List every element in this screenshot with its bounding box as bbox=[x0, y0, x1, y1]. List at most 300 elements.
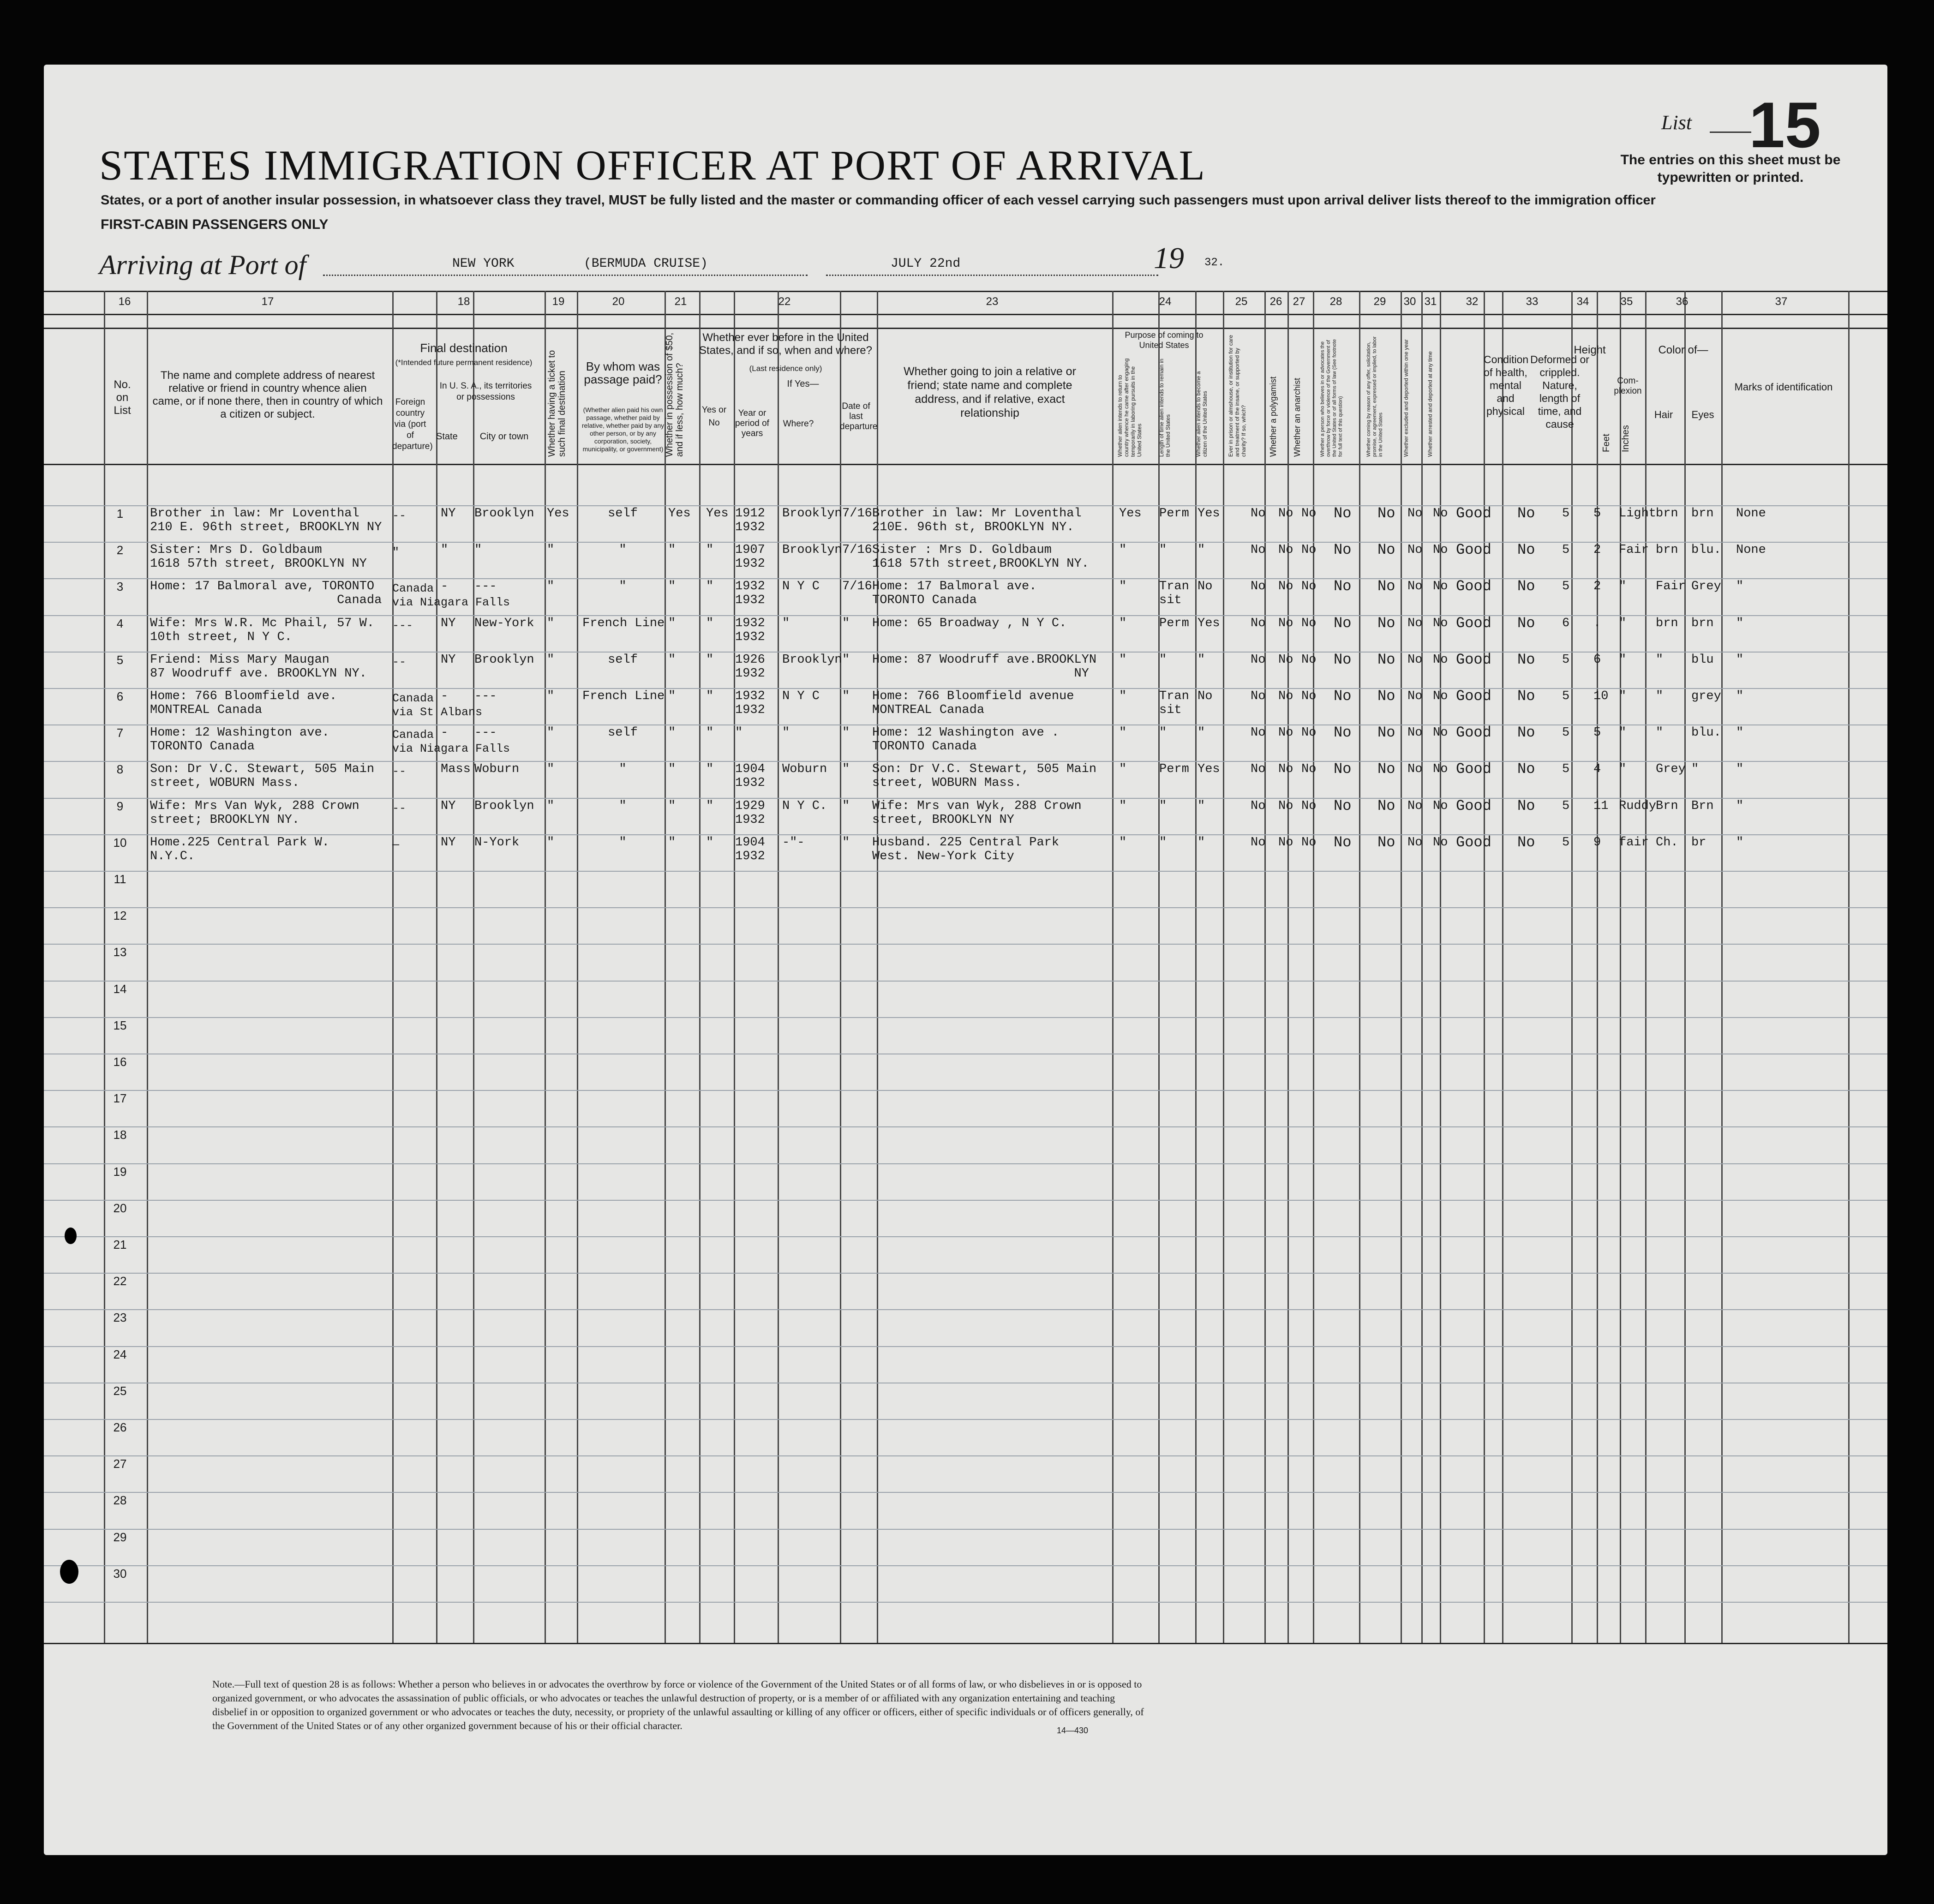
column-number: 29 bbox=[1373, 295, 1386, 308]
cell-health: Good bbox=[1456, 614, 1491, 632]
column-divider bbox=[577, 291, 578, 1643]
ruled-line bbox=[44, 688, 1887, 689]
hdr-deformed: Deformed or crippled. Nature, length of time, and cause bbox=[1530, 353, 1589, 430]
ruled-line bbox=[44, 1090, 1887, 1091]
cell-state: - bbox=[441, 580, 449, 594]
cell-where: N Y C. bbox=[782, 799, 827, 813]
cell-date: " bbox=[842, 616, 850, 630]
cell-prison: No bbox=[1251, 762, 1266, 777]
cell-inches: 9 bbox=[1593, 835, 1601, 850]
ruled-line bbox=[44, 1602, 1887, 1603]
cell-join-relative: Son: Dr V.C. Stewart, 505 Main street, WOBURN Mass. bbox=[872, 762, 1097, 790]
cell-inches: . bbox=[1593, 616, 1601, 630]
cell-money: " bbox=[668, 799, 676, 813]
ruled-line bbox=[44, 542, 1887, 543]
cell-city: Brooklyn bbox=[474, 653, 534, 667]
column-divider bbox=[473, 291, 474, 1643]
cell-prison: No bbox=[1251, 580, 1266, 594]
cell-labor-offer: No bbox=[1377, 578, 1395, 595]
row-number: 1 bbox=[116, 507, 124, 521]
footnote: Note.—Full text of question 28 is as follows: Whether a person who believes in or advocates the overthrow by force or violence of the Government of the United States or of all forms of law, or who disbelieves in or is opposed to organized government, or who advocates the assassination of public officials, or who advocates or teaches the unlawful destruction of property, or is a member of or affiliated with any organization entertaining and teaching disbelief in or opposition to organized government or who advocates or teaches the duty, necessity, or propriety of the unlawful assaulting or killing of any officer or officers, either of specific individuals or of officers generally, of the Government of the United States or of any other organized government because of his or their official character. bbox=[212, 1678, 1144, 1731]
cell-deported: No bbox=[1433, 580, 1448, 594]
cell-money: " bbox=[668, 543, 676, 557]
ruled-line bbox=[44, 1492, 1887, 1493]
row-number: 8 bbox=[116, 762, 124, 777]
cell-prison: No bbox=[1251, 616, 1266, 630]
hdr-ever-before: Whether ever before in the United States, and if so, when and where? bbox=[699, 331, 872, 357]
hdr-where: Where? bbox=[783, 419, 814, 429]
cell-hair: Brn bbox=[1656, 799, 1678, 813]
cell-join-relative: Home: 766 Bloomfield avenue MONTREAL Canada bbox=[872, 689, 1074, 717]
date-value: JULY 22nd bbox=[891, 257, 961, 271]
cell-health: Good bbox=[1456, 688, 1491, 705]
cell-where: " bbox=[782, 726, 790, 740]
cell-excluded: No bbox=[1407, 507, 1423, 521]
cell-complexion: " bbox=[1619, 616, 1627, 630]
cell-deformed: No bbox=[1517, 724, 1535, 742]
hdr-height: Height bbox=[1574, 344, 1606, 356]
ruled-line bbox=[44, 1419, 1887, 1420]
column-divider bbox=[1223, 291, 1224, 1643]
cell-prison: No bbox=[1251, 543, 1266, 557]
row-number: 26 bbox=[113, 1420, 127, 1434]
cell-date: 7/16 bbox=[842, 580, 872, 594]
cell-date: " bbox=[842, 726, 850, 740]
cell-relative: Home: 766 Bloomfield ave. MONTREAL Canada bbox=[150, 689, 337, 717]
cell-health: Good bbox=[1456, 505, 1491, 522]
cell-eyes: br bbox=[1691, 835, 1706, 850]
cell-polygamist: No bbox=[1278, 653, 1293, 667]
cell-deformed: No bbox=[1517, 760, 1535, 778]
cell-eyes: blu. bbox=[1691, 726, 1721, 740]
ruled-line bbox=[44, 981, 1887, 982]
column-divider bbox=[1571, 291, 1573, 1643]
cell-ever-before: " bbox=[706, 616, 714, 630]
cell-passage-paid: self bbox=[608, 507, 638, 521]
ruled-line bbox=[44, 1346, 1887, 1347]
cell-feet: 5 bbox=[1562, 762, 1570, 777]
row-number: 30 bbox=[113, 1566, 127, 1581]
cell-city: --- bbox=[474, 580, 497, 594]
hdr-ticket: Whether having a ticket to such final destination bbox=[547, 350, 567, 457]
column-divider bbox=[1721, 291, 1723, 1643]
cell-deformed: No bbox=[1517, 614, 1535, 632]
cell-inches: 5 bbox=[1593, 507, 1601, 521]
column-number: 33 bbox=[1526, 295, 1539, 308]
manifest-sheet bbox=[44, 65, 1887, 1855]
cell-marks: " bbox=[1736, 616, 1744, 630]
cell-polygamist: No bbox=[1278, 799, 1293, 813]
cell-ticket: " bbox=[547, 616, 555, 630]
cell-purpose-return: " bbox=[1119, 762, 1127, 777]
row-number: 16 bbox=[113, 1055, 127, 1069]
cell-complexion: Light bbox=[1619, 507, 1657, 521]
cell-year: 1912 1932 bbox=[735, 507, 765, 534]
header-rule bbox=[44, 328, 1887, 329]
column-divider bbox=[1195, 291, 1197, 1643]
cell-overthrow: No bbox=[1334, 797, 1352, 814]
cell-feet: 5 bbox=[1562, 543, 1570, 557]
cell-overthrow: No bbox=[1334, 614, 1352, 632]
hdr-complexion: Com- plexion bbox=[1614, 376, 1642, 396]
cell-relative: Son: Dr V.C. Stewart, 505 Main street, WOBURN Mass. bbox=[150, 762, 375, 790]
cell-ticket: " bbox=[547, 726, 555, 740]
cell-complexion: " bbox=[1619, 762, 1627, 777]
cell-anarchist: No bbox=[1301, 616, 1317, 630]
cell-excluded: No bbox=[1407, 762, 1423, 777]
cell-ever-before: " bbox=[706, 580, 714, 594]
hdr-excluded: Whether excluded and deported within one year bbox=[1403, 339, 1409, 457]
cell-eyes: Grey bbox=[1691, 580, 1721, 594]
cell-hair: brn bbox=[1656, 543, 1678, 557]
column-divider bbox=[778, 291, 779, 1643]
column-number: 28 bbox=[1329, 295, 1342, 308]
cell-deformed: No bbox=[1517, 833, 1535, 851]
cell-join-relative: Home: 87 Woodruff ave.BROOKLYN NY bbox=[872, 653, 1097, 681]
cell-city: Woburn bbox=[474, 762, 520, 777]
cell-eyes: blu. bbox=[1691, 543, 1721, 557]
column-number: 24 bbox=[1159, 295, 1172, 308]
ruled-line bbox=[44, 1126, 1887, 1127]
cell-health: Good bbox=[1456, 760, 1491, 778]
cell-state: NY bbox=[441, 653, 456, 667]
cell-year: 1932 1932 bbox=[735, 580, 765, 608]
cell-foreign-country: --- bbox=[392, 618, 413, 632]
ruled-line bbox=[44, 1200, 1887, 1201]
cell-where: N Y C bbox=[782, 689, 820, 703]
ruled-line bbox=[44, 1017, 1887, 1018]
column-number: 20 bbox=[612, 295, 625, 308]
cell-city: --- bbox=[474, 689, 497, 703]
cell-labor-offer: No bbox=[1377, 833, 1395, 851]
ruled-line bbox=[44, 578, 1887, 579]
cell-excluded: No bbox=[1407, 689, 1423, 703]
hdr-ever-before-note: (Last residence only) bbox=[749, 364, 822, 373]
cell-state: - bbox=[441, 726, 449, 740]
cell-anarchist: No bbox=[1301, 726, 1317, 740]
cell-date: " bbox=[842, 762, 850, 777]
cell-eyes: brn bbox=[1691, 507, 1714, 521]
cell-feet: 5 bbox=[1562, 653, 1570, 667]
cell-labor-offer: No bbox=[1377, 614, 1395, 632]
hdr-city: City or town bbox=[479, 431, 529, 442]
cell-health: Good bbox=[1456, 541, 1491, 559]
cell-purpose-citizen: " bbox=[1198, 726, 1205, 740]
hdr-join-relative: Whether going to join a relative or friend; state name and complete address, and if relative, exact relationship bbox=[904, 365, 1076, 419]
hdr-state: State bbox=[436, 431, 458, 442]
cell-complexion: fair bbox=[1619, 835, 1649, 850]
cell-marks: None bbox=[1736, 543, 1766, 557]
row-number: 7 bbox=[116, 726, 124, 740]
hdr-final-destination-note: (*Intended future permanent residence) bbox=[395, 358, 533, 367]
cell-purpose-return: " bbox=[1119, 799, 1127, 813]
column-number: 35 bbox=[1620, 295, 1633, 308]
cell-purpose-citizen: Yes bbox=[1198, 616, 1220, 630]
cell-where: -"- bbox=[782, 835, 805, 850]
cell-polygamist: No bbox=[1278, 835, 1293, 850]
cell-ticket: Yes bbox=[547, 507, 569, 521]
cell-purpose-length: " bbox=[1159, 835, 1167, 850]
cell-excluded: No bbox=[1407, 616, 1423, 630]
cell-eyes: " bbox=[1691, 762, 1699, 777]
hdr-health: Condition of health, mental and physical bbox=[1484, 353, 1529, 417]
ruled-line bbox=[44, 1455, 1887, 1456]
year-prefix: 19 bbox=[1154, 241, 1184, 275]
cell-polygamist: No bbox=[1278, 726, 1293, 740]
cell-money: " bbox=[668, 689, 676, 703]
column-divider bbox=[1684, 291, 1686, 1643]
cell-join-relative: Brother in law: Mr Loventhal 210E. 96th st, BROOKLYN NY. bbox=[872, 507, 1082, 534]
binder-hole bbox=[60, 1560, 78, 1584]
column-divider bbox=[1440, 291, 1441, 1643]
cell-purpose-citizen: Yes bbox=[1198, 762, 1220, 777]
cell-purpose-citizen: No bbox=[1198, 689, 1213, 703]
cell-polygamist: No bbox=[1278, 616, 1293, 630]
hdr-year: Year or period of years bbox=[735, 408, 769, 438]
cell-money: " bbox=[668, 580, 676, 594]
row-number: 17 bbox=[113, 1091, 127, 1106]
cell-purpose-length: Tran sit bbox=[1159, 689, 1189, 717]
cell-purpose-citizen: " bbox=[1198, 653, 1205, 667]
row-number: 15 bbox=[113, 1018, 127, 1032]
ruled-line bbox=[44, 652, 1887, 653]
cell-purpose-citizen: " bbox=[1198, 835, 1205, 850]
cell-anarchist: No bbox=[1301, 653, 1317, 667]
cell-passage-paid: " bbox=[619, 543, 627, 557]
hdr-relative: The name and complete address of nearest relative or friend in country whence alien came, or if none there, then in country of which a citizen or subject. bbox=[152, 369, 383, 420]
cell-deformed: No bbox=[1517, 688, 1535, 705]
instructions-line: States, or a port of another insular possession, in whatsoever class they travel, MUST be fully listed and the master or commanding officer of each vessel carrying such passengers must upon arrival deliver lists thereof to the immigration officer bbox=[101, 193, 1656, 208]
cell-ticket: " bbox=[547, 543, 555, 557]
cell-state: NY bbox=[441, 507, 456, 521]
cell-ever-before: " bbox=[706, 835, 714, 850]
cell-where: N Y C bbox=[782, 580, 820, 594]
cell-year: 1932 1932 bbox=[735, 689, 765, 717]
hdr-passage-paid-note: (Whether alien paid his own passage, whether paid by relative, whether paid by any other person, or by any corporation, society, municipality, or government) bbox=[581, 406, 665, 453]
hdr-foreign-country: Foreign country via (port of departure) bbox=[392, 397, 433, 451]
form-number: 14—430 bbox=[1057, 1726, 1089, 1735]
cell-purpose-return: " bbox=[1119, 580, 1127, 594]
row-number: 13 bbox=[113, 945, 127, 959]
cell-state: NY bbox=[441, 616, 456, 630]
cell-deported: No bbox=[1433, 835, 1448, 850]
cell-city: Brooklyn bbox=[474, 507, 534, 521]
ruled-line bbox=[44, 1236, 1887, 1237]
column-divider bbox=[1158, 291, 1160, 1643]
hdr-feet: Feet bbox=[1601, 433, 1611, 452]
cell-year: " bbox=[735, 726, 743, 740]
column-divider bbox=[1401, 291, 1402, 1643]
cell-complexion: Ruddy bbox=[1619, 799, 1657, 813]
row-number: 3 bbox=[116, 580, 124, 594]
row-number: 5 bbox=[116, 653, 124, 667]
cell-feet: 5 bbox=[1562, 580, 1570, 594]
cell-ever-before: " bbox=[706, 689, 714, 703]
hdr-in-usa: In U. S. A., its territories or possessions bbox=[439, 381, 532, 402]
column-divider bbox=[1502, 291, 1503, 1643]
cell-ticket: " bbox=[547, 799, 555, 813]
cell-relative: Home: 17 Balmoral ave, TORONTO Canada bbox=[150, 580, 382, 608]
cell-money: Yes bbox=[668, 507, 691, 521]
ruled-line bbox=[44, 724, 1887, 725]
cell-hair: " bbox=[1656, 726, 1664, 740]
column-divider bbox=[104, 291, 105, 1643]
hdr-deported: Whether arrested and deported at any time bbox=[1427, 351, 1433, 457]
cell-health: Good bbox=[1456, 724, 1491, 742]
hdr-marks: Marks of identification bbox=[1734, 381, 1833, 393]
ruled-line bbox=[44, 798, 1887, 799]
column-divider bbox=[392, 291, 394, 1643]
cell-relative: Home.225 Central Park W. N.Y.C. bbox=[150, 835, 329, 863]
column-number: 30 bbox=[1403, 295, 1416, 308]
column-divider bbox=[1620, 291, 1621, 1643]
cell-purpose-length: Perm bbox=[1159, 616, 1189, 630]
row-number: 18 bbox=[113, 1128, 127, 1142]
cell-passage-paid: " bbox=[619, 799, 627, 813]
cell-marks: " bbox=[1736, 653, 1744, 667]
cell-year: 1929 1932 bbox=[735, 799, 765, 827]
column-divider bbox=[840, 291, 841, 1643]
cell-deformed: No bbox=[1517, 541, 1535, 559]
cell-purpose-citizen: " bbox=[1198, 543, 1205, 557]
cell-purpose-length: Tran sit bbox=[1159, 580, 1189, 608]
cell-prison: No bbox=[1251, 726, 1266, 740]
cell-overthrow: No bbox=[1334, 833, 1352, 851]
cell-eyes: Brn bbox=[1691, 799, 1714, 813]
row-number: 20 bbox=[113, 1201, 127, 1215]
cell-where: Brooklyn bbox=[782, 543, 842, 557]
hdr-anarchist: Whether an anarchist bbox=[1293, 377, 1302, 457]
ruled-line bbox=[44, 907, 1887, 908]
port-value: NEW YORK bbox=[452, 257, 515, 271]
column-divider bbox=[1112, 291, 1114, 1643]
column-divider bbox=[1484, 291, 1485, 1643]
cell-state: Mass bbox=[441, 762, 471, 777]
cell-purpose-return: " bbox=[1119, 616, 1127, 630]
hdr-labor-offer: Whether coming by reason of any offer, solicitation, promise, or agreement, expressed or implied, to labor in the United States bbox=[1366, 336, 1383, 457]
column-number: 23 bbox=[986, 295, 999, 308]
cell-state: NY bbox=[441, 799, 456, 813]
cell-foreign-country: -- bbox=[392, 655, 407, 669]
cell-hair: Fair bbox=[1656, 580, 1686, 594]
cell-anarchist: No bbox=[1301, 689, 1317, 703]
cell-inches: 6 bbox=[1593, 653, 1601, 667]
cell-where: Brooklyn bbox=[782, 507, 842, 521]
cell-ticket: " bbox=[547, 689, 555, 703]
column-divider bbox=[1848, 291, 1850, 1643]
column-number: 17 bbox=[261, 295, 274, 308]
cell-relative: Brother in law: Mr Loventhal 210 E. 96th street, BROOKLYN NY bbox=[150, 507, 382, 534]
column-divider bbox=[877, 291, 878, 1643]
cell-anarchist: No bbox=[1301, 580, 1317, 594]
cell-passage-paid: " bbox=[619, 835, 627, 850]
cell-join-relative: Home: 65 Broadway , N Y C. bbox=[872, 616, 1067, 630]
cell-excluded: No bbox=[1407, 835, 1423, 850]
cell-date: 7/16 bbox=[842, 543, 872, 557]
arriving-label: Arriving at Port of bbox=[99, 250, 306, 280]
column-number: 16 bbox=[118, 295, 131, 308]
ruled-line bbox=[44, 505, 1887, 506]
cell-city: New-York bbox=[474, 616, 534, 630]
cell-join-relative: Wife: Mrs van Wyk, 288 Crown street, BROOKLYN NY bbox=[872, 799, 1082, 827]
row-number: 27 bbox=[113, 1457, 127, 1471]
column-number: 36 bbox=[1676, 295, 1689, 308]
row-number: 24 bbox=[113, 1347, 127, 1361]
cell-eyes: grey bbox=[1691, 689, 1721, 703]
column-number: 18 bbox=[457, 295, 470, 308]
column-number: 19 bbox=[552, 295, 565, 308]
list-underline bbox=[1710, 132, 1751, 133]
cell-prison: No bbox=[1251, 799, 1266, 813]
row-number: 12 bbox=[113, 909, 127, 923]
cell-overthrow: No bbox=[1334, 688, 1352, 705]
row-number: 28 bbox=[113, 1493, 127, 1508]
column-number: 34 bbox=[1576, 295, 1589, 308]
row-number: 22 bbox=[113, 1274, 127, 1288]
cell-ever-before: " bbox=[706, 543, 714, 557]
ruled-line bbox=[44, 1529, 1887, 1530]
cell-prison: No bbox=[1251, 689, 1266, 703]
cell-relative: Wife: Mrs Van Wyk, 288 Crown street; BROOKLYN NY. bbox=[150, 799, 359, 827]
cell-purpose-return: " bbox=[1119, 835, 1127, 850]
cell-inches: 5 bbox=[1593, 726, 1601, 740]
cell-passage-paid: French Line bbox=[582, 689, 665, 703]
cell-ever-before: Yes bbox=[706, 507, 729, 521]
cell-ever-before: " bbox=[706, 653, 714, 667]
cell-inches: 4 bbox=[1593, 762, 1601, 777]
column-divider bbox=[1421, 291, 1423, 1643]
cell-date: " bbox=[842, 689, 850, 703]
colnum-rule bbox=[44, 314, 1887, 315]
ruled-line bbox=[44, 871, 1887, 872]
hdr-hair: Hair bbox=[1654, 409, 1673, 420]
cell-anarchist: No bbox=[1301, 835, 1317, 850]
cell-where: Brooklyn bbox=[782, 653, 842, 667]
column-divider bbox=[436, 291, 437, 1643]
cell-passage-paid: French Line bbox=[582, 616, 665, 630]
cell-anarchist: No bbox=[1301, 507, 1317, 521]
cell-foreign-country: -- bbox=[392, 509, 407, 522]
cell-prison: No bbox=[1251, 835, 1266, 850]
cell-marks: None bbox=[1736, 507, 1766, 521]
cell-overthrow: No bbox=[1334, 541, 1352, 559]
cell-purpose-length: " bbox=[1159, 726, 1167, 740]
cell-excluded: No bbox=[1407, 543, 1423, 557]
cell-purpose-length: Perm bbox=[1159, 762, 1189, 777]
cell-city: N-York bbox=[474, 835, 520, 850]
cell-relative: Home: 12 Washington ave. TORONTO Canada bbox=[150, 726, 329, 754]
cell-polygamist: No bbox=[1278, 543, 1293, 557]
hdr-final-destination: Final destination bbox=[420, 341, 508, 355]
cell-labor-offer: No bbox=[1377, 651, 1395, 668]
cell-deported: No bbox=[1433, 616, 1448, 630]
cell-where: " bbox=[782, 616, 790, 630]
cell-relative: Friend: Miss Mary Maugan 87 Woodruff ave. BROOKLYN NY. bbox=[150, 653, 367, 681]
cell-ever-before: " bbox=[706, 762, 714, 777]
cell-health: Good bbox=[1456, 833, 1491, 851]
hdr-purpose-length: Length of time alien intends to remain in the United States bbox=[1158, 359, 1171, 457]
list-number: 15 bbox=[1749, 89, 1821, 161]
cell-deported: No bbox=[1433, 689, 1448, 703]
cell-purpose-return: " bbox=[1119, 726, 1127, 740]
cell-inches: 2 bbox=[1593, 580, 1601, 594]
ruled-line bbox=[44, 1163, 1887, 1164]
cell-year: 1926 1932 bbox=[735, 653, 765, 681]
row-number: 11 bbox=[114, 872, 126, 886]
year-suffix: 32. bbox=[1204, 257, 1225, 269]
cell-passage-paid: " bbox=[619, 580, 627, 594]
cell-join-relative: Sister : Mrs D. Goldbaum 1618 57th street,BROOKLYN NY. bbox=[872, 543, 1089, 571]
